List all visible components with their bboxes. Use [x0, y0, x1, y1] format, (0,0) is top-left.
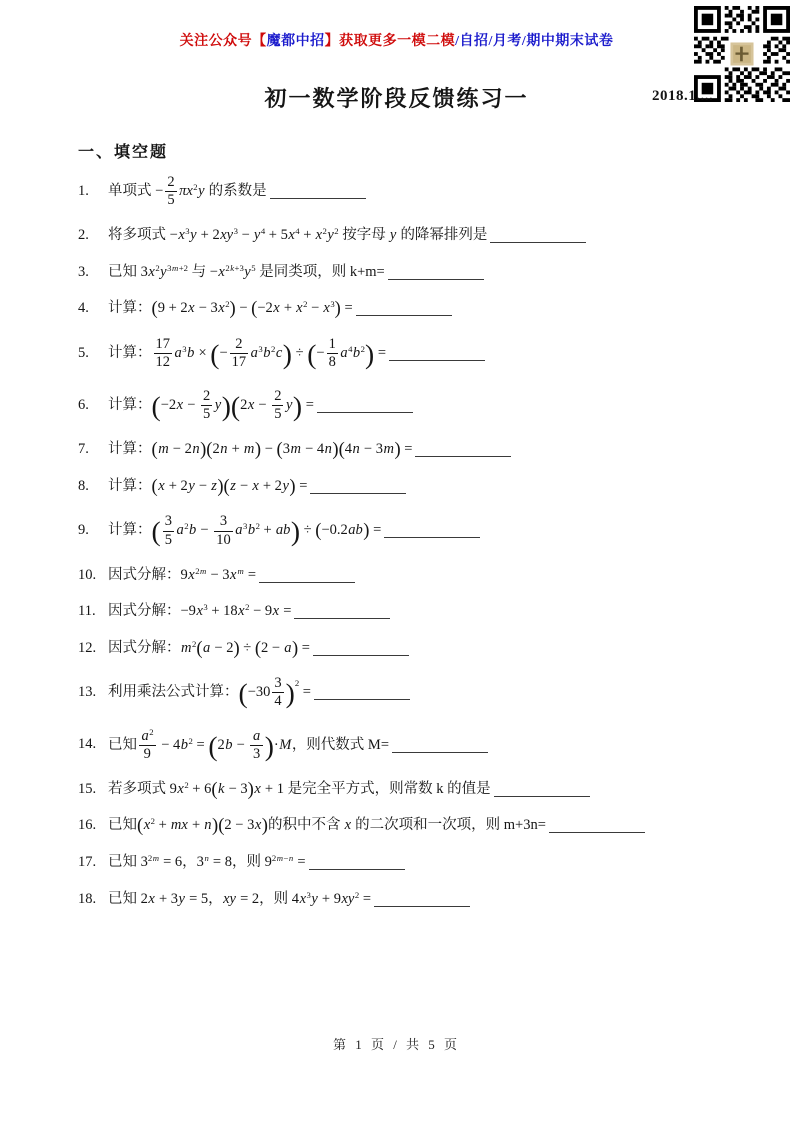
- problem-body: 已知 2x + 3y = 5，xy = 2，则 $4x^3y + 9xy^2$ =: [108, 890, 746, 910]
- promo-segment: /自招/月考/期中期末试卷: [455, 34, 614, 49]
- problem-number: 16.: [78, 817, 97, 834]
- problem-item: [78, 890, 746, 910]
- problem-number: 12.: [78, 639, 97, 656]
- problem-body: 若多项式 $9x^2 + 6(k - 3)x + 1$ 是完全平方式，则常数 k 的值是: [108, 780, 746, 800]
- problem-body: 将多项式 $-x^3y + 2xy^3 - y^4 + 5x^4 + x^2y^2$ 按字母 y 的降幂排列是: [108, 226, 746, 246]
- problem-number: 13.: [78, 684, 97, 701]
- problem-item: [78, 675, 746, 710]
- problem-item: [78, 388, 746, 423]
- answer-blank[interactable]: [313, 653, 409, 656]
- problem-number: 2.: [78, 227, 89, 244]
- problem-item: [78, 440, 746, 460]
- problem-number: 15.: [78, 780, 97, 797]
- problem-number: 1.: [78, 182, 89, 199]
- answer-blank[interactable]: [384, 535, 480, 538]
- answer-blank[interactable]: [490, 240, 586, 243]
- problem-number: 7.: [78, 441, 89, 458]
- problem-body: 计算：(−2x − $\frac{2}{5}$ y)(2x − $\frac{2}{5}$ y) =: [108, 388, 746, 423]
- answer-blank[interactable]: [392, 750, 488, 753]
- answer-blank[interactable]: [494, 794, 590, 797]
- problem-item: [78, 513, 746, 548]
- problem-list: [78, 174, 746, 909]
- problem-item: [78, 299, 746, 319]
- problem-number: 17.: [78, 853, 97, 870]
- problem-number: 11.: [78, 603, 96, 620]
- problem-body: 因式分解：$-9x^3 + 18x^2 - 9x$ =: [108, 602, 746, 622]
- problem-body: 因式分解：$m^2(a - 2) \div (2 - a)$ =: [108, 639, 746, 659]
- answer-blank[interactable]: [309, 867, 405, 870]
- problem-number: 18.: [78, 890, 97, 907]
- problem-body: 计算： $\frac{17}{12}$ $a^3b$ × (− $\frac{2}{17}$ $a^3b^2c$) ÷ (− $\frac{1}{8}$ $a^4b^2$) =: [108, 336, 746, 371]
- answer-blank[interactable]: [388, 277, 484, 280]
- answer-blank[interactable]: [356, 313, 452, 316]
- problem-body: 已知 $3^{2m} = 6$，$3^n = 8$，则 $9^{2m-n}$ =: [108, 853, 746, 873]
- promo-segment: 】获取更多一模二模: [324, 34, 456, 49]
- problem-number: 3.: [78, 263, 89, 280]
- page-footer: 第 1 页 / 共 5 页: [332, 1037, 461, 1052]
- answer-blank[interactable]: [374, 904, 470, 907]
- answer-blank[interactable]: [270, 196, 366, 199]
- answer-blank[interactable]: [314, 697, 410, 700]
- problem-item: [78, 780, 746, 800]
- problem-item: [78, 226, 746, 246]
- problem-item: [78, 174, 746, 209]
- qr-center-logo: [730, 42, 753, 65]
- problem-body: 已知 $\frac{a^2}{9}$ − $4b^2 = (2b$ − $\frac{a}{3}$ )·M，则代数式 M=: [108, 728, 746, 763]
- problem-number: 9.: [78, 522, 89, 539]
- promo-banner: [0, 30, 793, 50]
- answer-blank[interactable]: [310, 491, 406, 494]
- exam-date: 2018.1....: [652, 88, 714, 104]
- problem-body: 利用乘法公式计算：(−30 $\frac{3}{4}$ )$^2$ =: [108, 675, 746, 710]
- problem-body: 已知 $3x^2y^{3m+2}$ 与 $-x^{2k+3}y^5$ 是同类项，则 k+m=: [108, 263, 746, 283]
- answer-blank[interactable]: [259, 580, 355, 583]
- problem-number: 10.: [78, 566, 97, 583]
- problem-body: 计算：(x + 2y − z)(z − x + 2y) =: [108, 477, 746, 497]
- promo-segment: 关注公众号【: [179, 34, 267, 49]
- problem-body: 计算：( $\frac{3}{5}$ $a^2b$ − $\frac{3}{10}$ $a^3b^2 + ab) \div (-0.2ab)$ =: [108, 513, 746, 548]
- content-area: [78, 139, 746, 926]
- problem-number: 14.: [78, 736, 97, 753]
- problem-number: 6.: [78, 396, 89, 413]
- problem-item: [78, 639, 746, 659]
- answer-blank[interactable]: [317, 410, 413, 413]
- problem-item: [78, 336, 746, 371]
- problem-number: 4.: [78, 300, 89, 317]
- section-heading: 一、填空题: [78, 144, 169, 161]
- problem-body: 因式分解：$9x^{2m} - 3x^m$ =: [108, 566, 746, 586]
- problem-item: [78, 853, 746, 873]
- problem-number: 5.: [78, 344, 89, 361]
- problem-item: [78, 477, 746, 497]
- problem-body: 计算：$(9 + 2x - 3x^2) - (-2x + x^2 - x^3)$ =: [108, 299, 746, 319]
- problem-item: [78, 728, 746, 763]
- page-title: 初一数学阶段反馈练习一: [264, 86, 529, 111]
- problem-number: 8.: [78, 477, 89, 494]
- problem-body: 已知($x^2$ + mx + n)(2 − 3x)的积中不含 x 的二次项和一次项，则 m+3n=: [108, 816, 746, 836]
- problem-item: [78, 602, 746, 622]
- problem-body: 计算：(m − 2n)(2n + m) − (3m − 4n)(4n − 3m) =: [108, 440, 746, 460]
- problem-item: [78, 566, 746, 586]
- problem-body: 单项式 − $\frac{2}{5}$ $\pi x^2y$ 的系数是: [108, 174, 746, 209]
- answer-blank[interactable]: [415, 454, 511, 457]
- problem-item: [78, 263, 746, 283]
- answer-blank[interactable]: [294, 616, 390, 619]
- promo-segment: 魔都中招: [266, 34, 325, 49]
- answer-blank[interactable]: [549, 830, 645, 833]
- answer-blank[interactable]: [389, 358, 485, 361]
- problem-item: [78, 816, 746, 836]
